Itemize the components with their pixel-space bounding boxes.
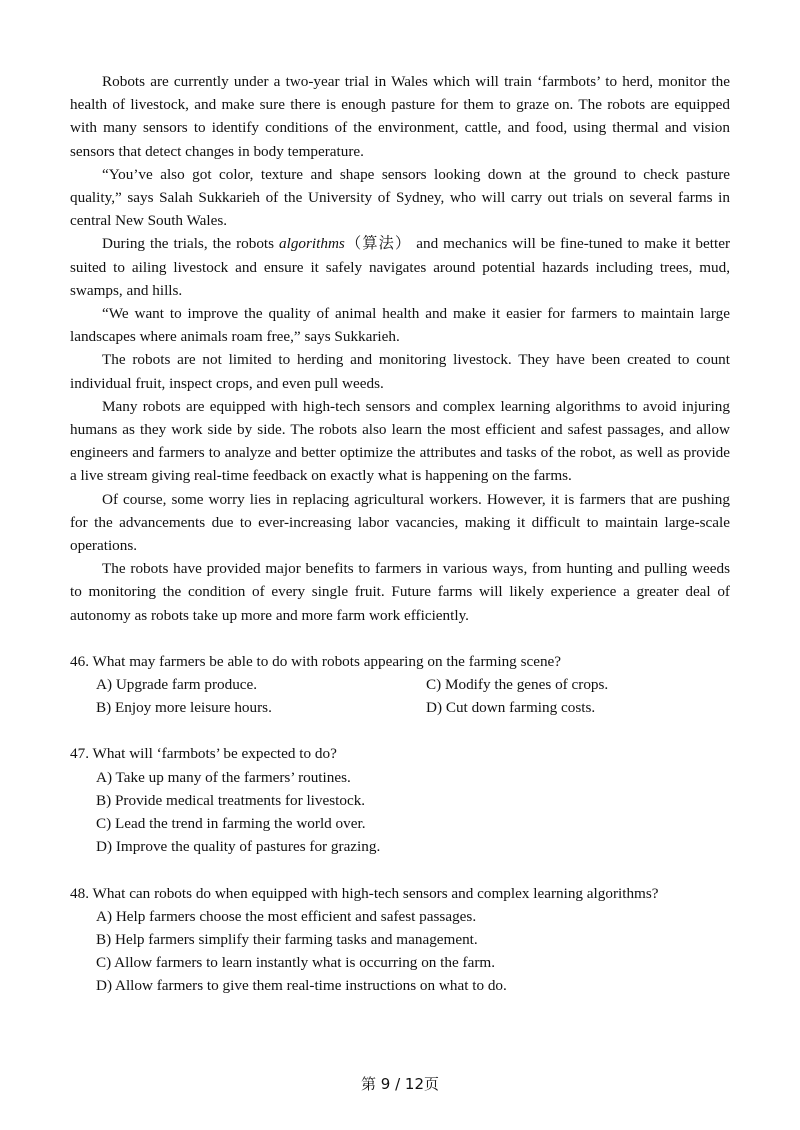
question-46: [70, 650, 730, 720]
glossed-term: algorithms: [279, 235, 345, 253]
passage-paragraph-5: The robots are not limited to herding and monitoring livestock. They have been created to count individual fruit, inspect crops, and even pull weeds.: [70, 351, 730, 392]
question-46-options: [96, 673, 730, 719]
question-47-option-a: A) Take up many of the farmers’ routines.: [96, 768, 351, 786]
question-47-stem: 47. What will ‘farmbots’ be expected to do?: [70, 745, 337, 763]
question-47-option-c: C) Lead the trend in farming the world over.: [96, 815, 366, 833]
chinese-gloss: （算法）: [344, 235, 412, 253]
question-46-option-a: A) Upgrade farm produce.: [96, 676, 258, 694]
question-47-option-b: B) Provide medical treatments for livestock.: [96, 791, 366, 809]
passage-paragraph-3: [70, 232, 730, 302]
question-48-option-b: B) Help farmers simplify their farming tasks and management.: [96, 930, 478, 948]
question-47-options: [96, 766, 730, 859]
question-46-option-d: D) Cut down farming costs.: [426, 699, 596, 717]
question-48-option-a: A) Help farmers choose the most efficient and safest passages.: [96, 907, 477, 925]
question-48-option-d: D) Allow farmers to give them real-time instructions on what to do.: [96, 977, 507, 995]
passage-paragraph-8: The robots have provided major benefits to farmers in various ways, from hunting and pulling weeds to monitoring the condition of every single fruit. Future farms will likely experience a greater deal of autonomy as robots take up more and more farm work efficiently.: [70, 560, 730, 624]
question-48-options: [96, 905, 730, 998]
question-48: [70, 882, 730, 998]
passage-paragraph-2: “You’ve also got color, texture and shape sensors looking down at the ground to check pasture quality,” says Salah Sukkarieh of the University of Sydney, who will carry out trials on several farms in central New South Wales.: [70, 165, 730, 230]
reading-passage: [70, 70, 730, 627]
question-48-option-c: C) Allow farmers to learn instantly what is occurring on the farm.: [96, 954, 495, 972]
paragraph-3-lead: During the trials, the robots: [102, 235, 280, 253]
paragraph-3-rest: and mechanics will be fine-tuned to make it better suited to ailing livestock and ensure it safely navigates around potential hazards including trees, mud, swamps, and hills.: [70, 235, 731, 299]
passage-paragraph-7: Of course, some worry lies in replacing agricultural workers. However, it is farmers that are pushing for the advancements due to ever-increasing labor vacancies, making it difficult to maintain large-scale operations.: [70, 490, 730, 555]
passage-paragraph-1: Robots are currently under a two-year trial in Wales which will train ‘farmbots’ to herd, monitor the health of livestock, and make sure there is enough pasture for them to graze on. The robots are equipped with many sensors to identify conditions of the environment, cattle, and food, using thermal and vision sensors that detect changes in body temperature.: [70, 73, 730, 160]
exam-page: [70, 70, 730, 998]
question-46-stem: 46. What may farmers be able to do with robots appearing on the farming scene?: [70, 652, 562, 670]
passage-paragraph-4: “We want to improve the quality of animal health and make it easier for farmers to maintain large landscapes where animals roam free,” says Sukkarieh.: [70, 305, 730, 346]
question-47-option-d: D) Improve the quality of pastures for grazing.: [96, 838, 381, 856]
question-47: [70, 742, 730, 858]
question-46-option-b: B) Enjoy more leisure hours.: [96, 699, 272, 717]
page-number: 第 9 / 12页: [361, 1075, 439, 1093]
question-46-option-c: C) Modify the genes of crops.: [426, 676, 609, 694]
question-48-stem: 48. What can robots do when equipped with high-tech sensors and complex learning algorithms?: [70, 884, 659, 902]
passage-paragraph-6: Many robots are equipped with high-tech sensors and complex learning algorithms to avoid injuring humans as they work side by side. The robots also learn the most efficient and safest passages, and allow engineers and farmers to analyze and better optimize the attributes and tasks of the robot, as well as provide a live stream giving real-time feedback on exactly what is happening on the farms.: [70, 397, 730, 485]
